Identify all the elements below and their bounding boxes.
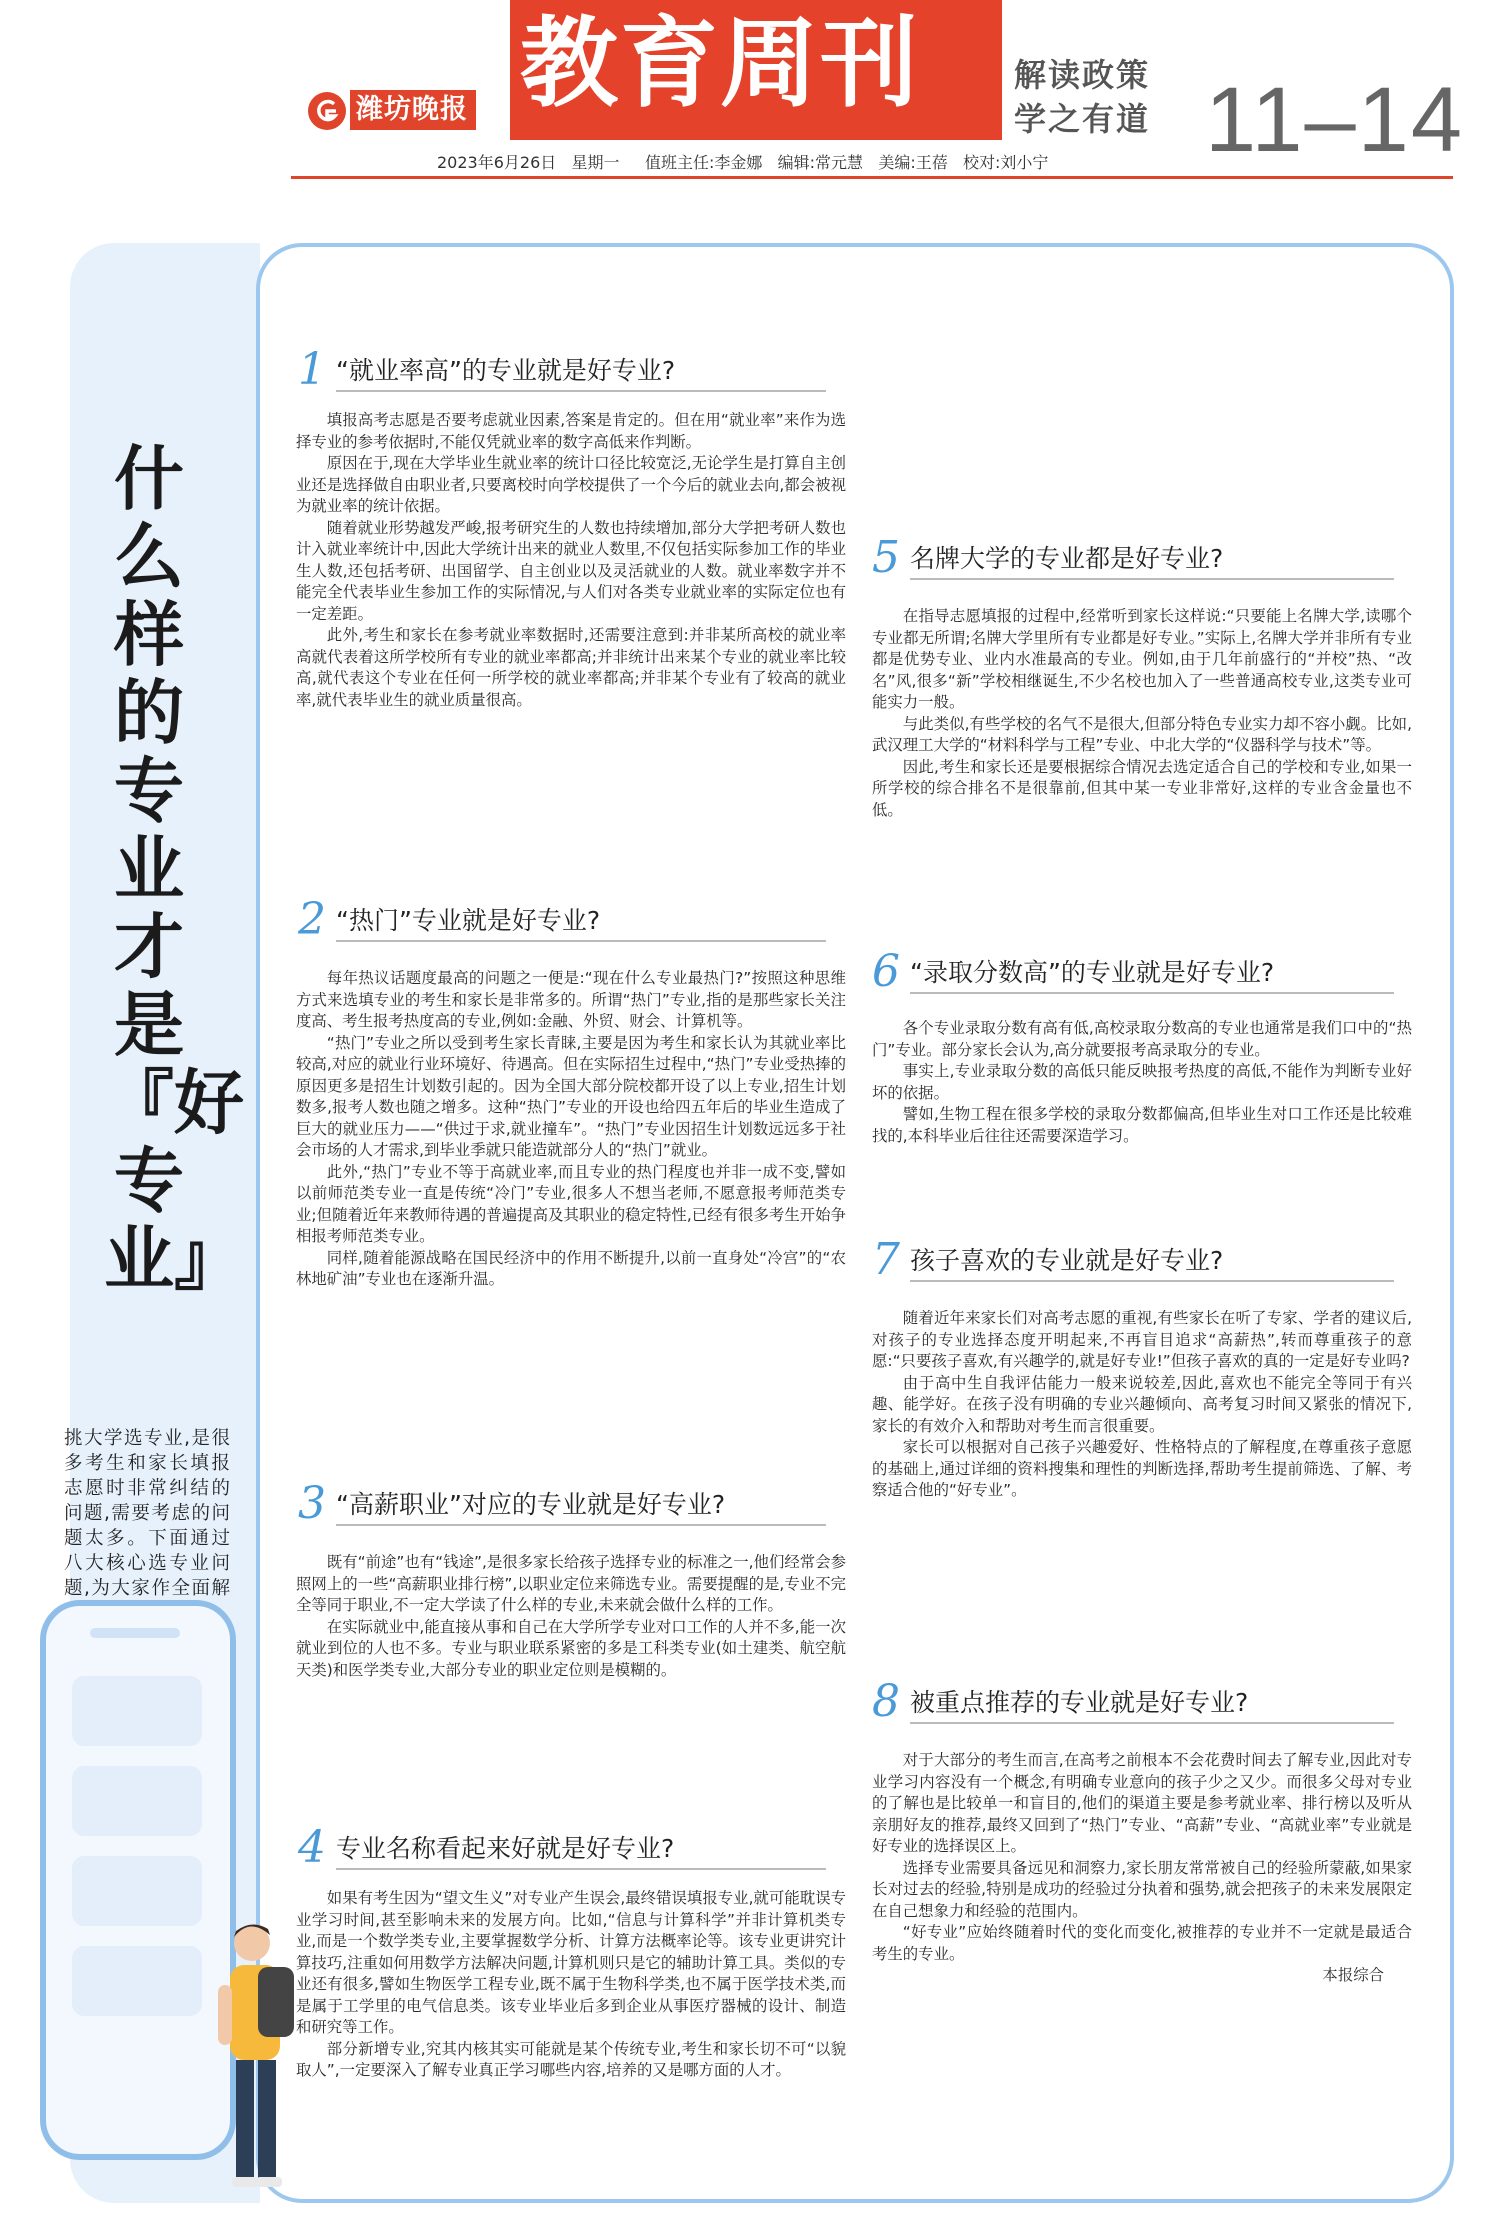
section-7-body <box>872 1308 1412 1502</box>
paragraph: 对于大部分的考生而言,在高考之前根本不会花费时间去了解专业,因此对专业学习内容没有一个概念,有明确专业意向的孩子少之又少。而很多父母对专业的了解也是比较单一和盲目的,他们的渠道主要是参考就业率、排行榜以及听从亲朋好友的推荐,最终又回到了“热门”专业、“高薪”专业、“高就业率”专业就是好专业的选择误区上。 <box>872 1751 1412 1855</box>
art-editor: 美编:王蓓 <box>878 153 948 172</box>
masthead-title: 教育周刊 <box>520 6 921 121</box>
paragraph: “热门”专业之所以受到考生家长青睐,主要是因为考生和家长认为其就业率比较高,对应的就业行业环境好、待遇高。但在实际招生过程中,“热门”专业受热捧的原因更多是招生计划数引起的。因为全国大部分院校都开设了以上专业,招生计划数多,报考人数也随之增多。这种“热门”专业的开设也给四五年后的毕业生造成了巨大的就业压力——“供过于求,就业撞车”。“热门”专业因招生计划数远远多于社会市场的人才需求,到毕业季就只能造就部分人的“热门”就业。 <box>296 1033 846 1159</box>
feature-intro: 挑大学选专业,是很多考生和家长填报志愿时非常纠结的问题,需要考虑的问题太多。下面通过八大核心选专业问题,为大家作全面解 <box>64 1428 230 1599</box>
section-title: 孩子喜欢的专业就是好专业? <box>910 1244 1394 1282</box>
paragraph: 如果有考生因为“望文生义”对专业产生误会,最终错误填报专业,就可能耽误专业学习时间,甚至影响未来的发展方向。比如,“信息与计算科学”并非计算机类专业,而是一个数学类专业,主要掌握数学分析、计算方法概率论等。该专业更讲究计算技巧,注重如何用数学方法解决问题,计算机则只是它的辅助计算工具。类似的专业还有很多,譬如生物医学工程专业,既不属于生物科学类,也不属于医学技术类,而是属于工学里的电气信息类。该专业毕业后多到企业从事医疗器械的设计、制造和研究等工作。 <box>296 1889 846 2036</box>
newspaper-logo-icon <box>308 92 346 130</box>
section-number: 6 <box>872 946 900 997</box>
section-1-body <box>296 410 846 711</box>
section-4-header <box>298 1822 826 1873</box>
page-range: 11–14 <box>1205 69 1465 171</box>
section-8-body <box>872 1750 1412 2180</box>
paragraph: 譬如,生物工程在很多学校的录取分数都偏高,但毕业生对口工作还是比较难找的,本科毕业后往往还需要深造学习。 <box>872 1105 1412 1145</box>
feature-title: 什么样的专业才是『好专业』 <box>104 437 244 1300</box>
slogan-line-2: 学之有道 <box>1014 100 1151 138</box>
paragraph: 填报高考志愿是否要考虑就业因素,答案是肯定的。但在用“就业率”来作为选择专业的参考依据时,不能仅凭就业率的数字高低来作判断。 <box>296 411 846 451</box>
section-8-header <box>872 1676 1394 1727</box>
paragraph: 家长可以根据对自己孩子兴趣爱好、性格特点的了解程度,在尊重孩子意愿的基础上,通过详细的资料搜集和理性的判断选择,帮助考生提前筛选、了解、考察适合他的“好专业”。 <box>872 1438 1412 1499</box>
editor-on-duty: 值班主任:李金娜 <box>644 153 763 172</box>
newspaper-name: 潍坊晚报 <box>350 90 476 130</box>
paragraph: 选择专业需要具备远见和洞察力,家长朋友常常被自己的经验所蒙蔽,如果家长对过去的经验,特别是成功的经验过分执着和强势,就会把孩子的未来发展限定在自己想象力和经验的范围内。 <box>872 1858 1412 1920</box>
paragraph: 在指导志愿填报的过程中,经常听到家长这样说:“只要能上名牌大学,读哪个专业都无所谓;名牌大学里所有专业都是好专业。”实际上,名牌大学并非所有专业都是优势专业、业内水准最高的专业。例如,由于几年前盛行的“并校”热、“改名”风,很多“新”学校相继诞生,不少名校也加入了一些普通高校专业,这类专业可能实力一般。 <box>872 607 1412 711</box>
paragraph: 既有“前途”也有“钱途”,是很多家长给孩子选择专业的标准之一,他们经常会参照网上的一些“高薪职业排行榜”,以职业定位来筛选专业。需要提醒的是,专业不完全等同于职业,不一定大学读了什么样的专业,未来就会做什么样的工作。 <box>296 1553 846 1614</box>
issue-weekday: 星期一 <box>571 153 620 172</box>
section-number: 5 <box>872 532 900 583</box>
paragraph: 在实际就业中,能直接从事和自己在大学所学专业对口工作的人并不多,能一次就业到位的人也不多。专业与职业联系紧密的多是工科类专业(如土建类、航空航天类)和医学类专业,大部分专业的职业定位则是模糊的。 <box>296 1617 846 1679</box>
section-1-header <box>298 344 826 395</box>
section-2-body <box>296 968 846 1291</box>
header-divider <box>291 176 1453 179</box>
section-number: 2 <box>298 894 326 945</box>
section-number: 3 <box>298 1478 326 1529</box>
section-5-body <box>872 606 1412 821</box>
section-3-header <box>298 1478 826 1529</box>
paragraph: “好专业”应始终随着时代的变化而变化,被推荐的专业并不一定就是最适合考生的专业。 <box>872 1923 1412 1963</box>
section-6-body <box>872 1018 1412 1147</box>
paragraph: 各个专业录取分数有高有低,高校录取分数高的专业也通常是我们口中的“热门”专业。部分家长会认为,高分就要报考高录取分的专业。 <box>872 1019 1412 1059</box>
paragraph: 此外,“热门”专业不等于高就业率,而且专业的热门程度也并非一成不变,譬如以前师范类专业一直是传统“冷门”专业,很多人不想当老师,不愿意报考师范类专业;但随着近年来教师待遇的普遍提高及其职业的稳定特性,已经有很多考生开始争相报考师范类专业。 <box>296 1162 846 1245</box>
section-7-header <box>872 1234 1394 1285</box>
section-title: “热门”专业就是好专业? <box>336 904 826 942</box>
paragraph: 随着就业形势越发严峻,报考研究生的人数也持续增加,部分大学把考研人数也计入就业率统计中,因此大学统计出来的就业人数里,不仅包括实际参加工作的毕业生人数,还包括考研、出国留学、自主创业以及灵活就业的人数。就业率数字并不能完全代表毕业生参加工作的实际情况,与人们对各类专业就业率的实际定位也有一定差距。 <box>296 518 846 623</box>
issue-date: 2023年6月26日 <box>437 153 557 172</box>
paragraph: 每年热议话题度最高的问题之一便是:“现在什么专业最热门?”按照这种思维方式来选填专业的考生和家长是非常多的。所谓“热门”专业,指的是那些家长关注度高、考生报考热度高的专业,例如:金融、外贸、财会、计算机等。 <box>296 969 846 1030</box>
section-3-body <box>296 1552 846 1681</box>
section-title: 专业名称看起来好就是好专业? <box>336 1832 826 1870</box>
section-5-header <box>872 532 1394 583</box>
paragraph: 同样,随着能源战略在国民经济中的作用不断提升,以前一直身处“冷宫”的“农林地矿油”专业也在逐渐升温。 <box>296 1248 846 1288</box>
issue-info-line <box>437 150 1048 173</box>
paragraph: 与此类似,有些学校的名气不是很大,但部分特色专业实力却不容小觑。比如,武汉理工大学的“材料科学与工程”专业、中北大学的“仪器科学与技术”等。 <box>872 714 1412 754</box>
section-title: “高薪职业”对应的专业就是好专业? <box>336 1488 826 1526</box>
paragraph: 原因在于,现在大学毕业生就业率的统计口径比较宽泛,无论学生是打算自主创业还是选择做自由职业者,只要离校时向学校提供了一个今后的就业去向,都会被视为就业率的统计依据。 <box>296 454 846 515</box>
proofreader: 校对:刘小宁 <box>963 153 1049 172</box>
section-title: 被重点推荐的专业就是好专业? <box>910 1686 1394 1724</box>
paragraph: 事实上,专业录取分数的高低只能反映报考热度的高低,不能作为判断专业好坏的依据。 <box>872 1062 1412 1102</box>
slogan-line-1: 解读政策 <box>1014 56 1151 94</box>
section-4-body <box>296 1888 846 2188</box>
section-number: 1 <box>298 344 326 395</box>
paragraph: 由于高中生自我评估能力一般来说较差,因此,喜欢也不能完全等同于有兴趣、能学好。在孩子没有明确的专业兴趣倾向、高考复习时间又紧张的情况下,家长的有效介入和帮助对考生而言很重要。 <box>872 1373 1412 1435</box>
section-number: 4 <box>298 1822 326 1873</box>
section-number: 7 <box>872 1234 900 1285</box>
paragraph: 随着近年来家长们对高考志愿的重视,有些家长在听了专家、学者的建议后,对孩子的专业选择态度开明起来,不再盲目追求“高薪热”,转而尊重孩子的意愿:“只要孩子喜欢,有兴趣学的,就是好专业!”但孩子喜欢的真的一定是好专业吗? <box>872 1309 1412 1370</box>
section-number: 8 <box>872 1676 900 1727</box>
section-2-header <box>298 894 826 945</box>
paragraph: 部分新增专业,究其内核其实可能就是某个传统专业,考生和家长切不可“以貌取人”,一定要深入了解专业真正学习哪些内容,培养的又是哪方面的人才。 <box>296 2039 846 2079</box>
section-title: “就业率高”的专业就是好专业? <box>336 354 826 392</box>
paragraph: 此外,考生和家长在参考就业率数据时,还需要注意到:并非某所高校的就业率高就代表着这所学校所有专业的就业率都高;并非统计出来某个专业的就业率比较高,就代表这个专业在任何一所学校的就业率都高;并非某个专业有了较高的就业率,就代表毕业生的就业质量很高。 <box>296 626 846 709</box>
paragraph: 因此,考生和家长还是要根据综合情况去选定适合自己的学校和专业,如果一所学校的综合排名不是很靠前,但其中某一专业非常好,这样的专业含金量也不低。 <box>872 757 1412 819</box>
section-6-header <box>872 946 1394 997</box>
editor: 编辑:常元慧 <box>777 153 864 172</box>
article-signature: 本报综合 <box>1322 1966 1384 1984</box>
section-title: 名牌大学的专业都是好专业? <box>910 542 1394 580</box>
section-title: “录取分数高”的专业就是好专业? <box>910 956 1394 994</box>
